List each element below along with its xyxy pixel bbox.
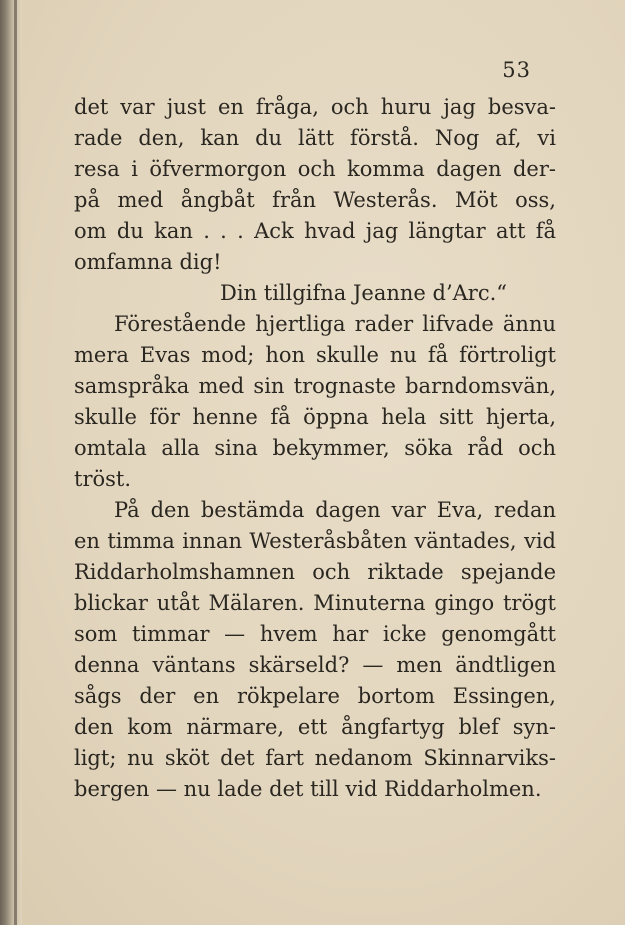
text-line: omfamna dig! — [74, 250, 222, 274]
text-line: skulle för henne få öppna hela sitt hjerta, — [74, 405, 556, 429]
text-line: den kom närmare, ett ångfartyg blef syn- — [74, 715, 556, 739]
text-line: Förestående hjertliga rader lifvade ännu — [114, 312, 556, 336]
text-line: På den bestämda dagen var Eva, redan — [114, 498, 556, 522]
text-line: det var just en fråga, och huru jag besva- — [74, 95, 556, 119]
text-line: blickar utåt Mälaren. Minuterna gingo trögt — [74, 591, 556, 615]
text-line: resa i öfvermorgon och komma dagen der- — [74, 157, 556, 181]
text-line: ligt; nu sköt det fart nedanom Skinnarviks- — [74, 746, 556, 770]
text-line: denna väntans skärseld? — men ändtligen — [74, 653, 556, 677]
letter-signature: Din tillgifna Jeanne d’Arc.“ — [220, 281, 508, 305]
text-line: bergen — nu lade det till vid Riddarholmen. — [74, 777, 542, 801]
text-line: som timmar — hvem har icke genomgått — [74, 622, 556, 646]
text-line: Riddarholmshamnen och riktade spejande — [74, 560, 556, 584]
text-line: en timma innan Westeråsbåten väntades, vid — [74, 529, 556, 553]
body-text — [74, 92, 556, 805]
book-spine — [0, 0, 22, 925]
spine-edge — [14, 0, 17, 925]
text-line: om du kan . . . Ack hvad jag längtar att få — [74, 219, 556, 243]
text-line: samspråka med sin trognaste barndomsvän, — [74, 374, 556, 398]
page-number: 53 — [502, 58, 531, 82]
text-line: omtala alla sina bekymmer, söka råd och — [74, 436, 556, 460]
text-line: på med ångbåt från Westerås. Möt oss, — [74, 188, 556, 212]
text-line: tröst. — [74, 467, 132, 491]
text-line: sågs der en rökpelare bortom Essingen, — [74, 684, 556, 708]
text-line: rade den, kan du lätt förstå. Nog af, vi — [74, 126, 556, 150]
text-line: mera Evas mod; hon skulle nu få förtroligt — [74, 343, 556, 367]
